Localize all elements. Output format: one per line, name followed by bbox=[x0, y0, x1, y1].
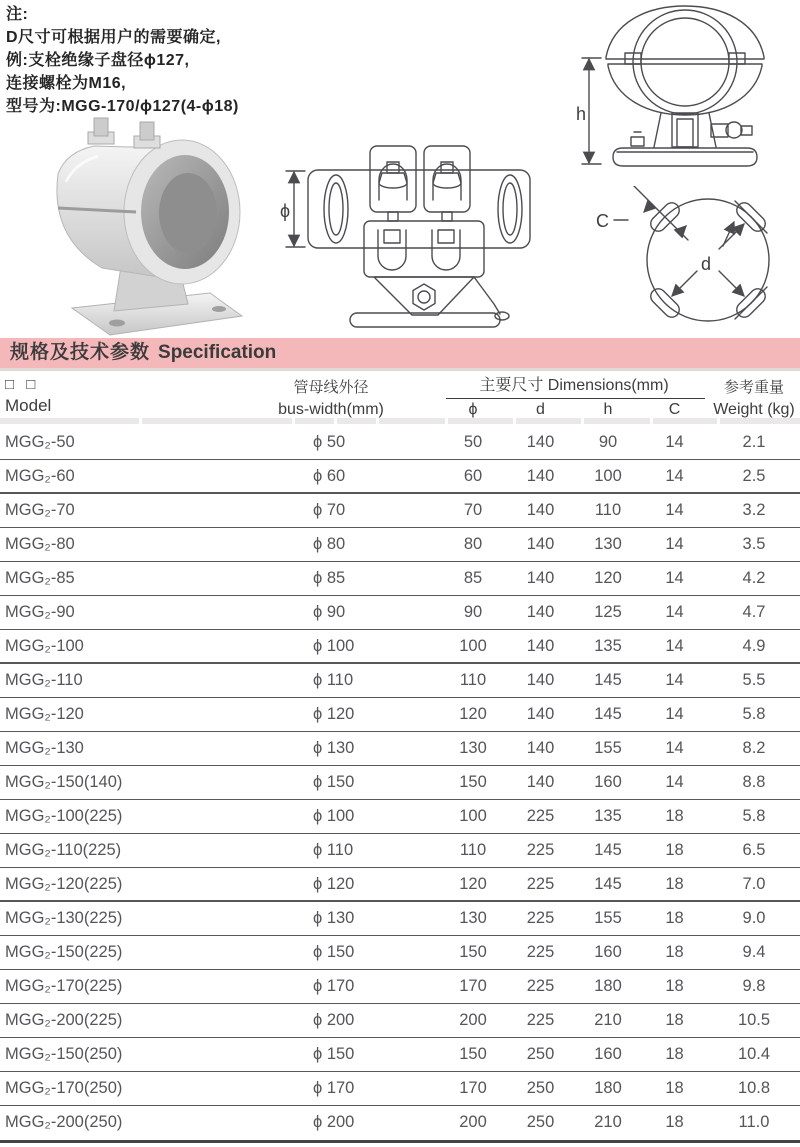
phi-cell: 130 bbox=[459, 909, 487, 927]
spec-table-body bbox=[0, 426, 800, 1143]
model-column-header bbox=[5, 376, 51, 416]
model-cell: MGG₂-120(225) bbox=[5, 875, 123, 893]
d-cell: 140 bbox=[526, 739, 555, 757]
model-cell: MGG₂-110(225) bbox=[5, 841, 122, 859]
phi-cell: 170 bbox=[459, 977, 487, 995]
d-cell: 225 bbox=[526, 977, 555, 995]
h-cell: 135 bbox=[594, 807, 622, 825]
d-cell: 225 bbox=[526, 909, 555, 927]
bus-width-cell: ϕ 50 bbox=[313, 433, 346, 451]
phi-cell: 150 bbox=[459, 943, 487, 961]
d-cell: 225 bbox=[526, 841, 555, 859]
weight-cell: 5.8 bbox=[742, 807, 766, 825]
c-cell: 18 bbox=[665, 1011, 684, 1029]
bus-width-cell: ϕ 100 bbox=[313, 807, 355, 825]
bus-width-cell: ϕ 100 bbox=[313, 637, 355, 655]
d-cell: 250 bbox=[526, 1045, 555, 1063]
model-cell: MGG₂-100(225) bbox=[5, 807, 123, 825]
d-cell: 225 bbox=[526, 807, 555, 825]
weight-cell: 9.4 bbox=[742, 943, 766, 961]
d-cell: 140 bbox=[526, 705, 555, 723]
c-cell: 14 bbox=[665, 467, 684, 485]
h-cell: 145 bbox=[594, 875, 622, 893]
d-cell: 140 bbox=[526, 535, 555, 553]
phi-cell: 130 bbox=[459, 739, 487, 757]
phi-cell: 200 bbox=[459, 1113, 487, 1131]
phi-cell: 85 bbox=[463, 569, 483, 587]
phi-cell: 100 bbox=[459, 637, 487, 655]
model-cell: MGG₂-110 bbox=[5, 671, 83, 689]
phi-cell: 50 bbox=[463, 433, 483, 451]
table-row bbox=[0, 596, 800, 630]
d-cell: 140 bbox=[526, 637, 555, 655]
weight-header-cn: 参考重量 bbox=[723, 379, 784, 396]
model-cell: MGG₂-120 bbox=[5, 705, 84, 723]
model-cell: MGG₂-130 bbox=[5, 739, 84, 757]
c-cell: 14 bbox=[665, 705, 684, 723]
phi-cell: 120 bbox=[459, 705, 487, 723]
weight-cell: 3.5 bbox=[742, 535, 766, 553]
table-row bbox=[0, 494, 800, 528]
note-line: 型号为:MGG-170/ϕ127(4-ϕ18) bbox=[6, 98, 239, 115]
model-cell: MGG₂-60 bbox=[5, 467, 75, 485]
table-row bbox=[0, 630, 800, 664]
phi-cell: 110 bbox=[459, 671, 487, 689]
table-row bbox=[0, 1038, 800, 1072]
note-line: 例:支栓绝缘子盘径ϕ127, bbox=[6, 52, 190, 69]
weight-cell: 6.5 bbox=[742, 841, 766, 859]
table-row bbox=[0, 562, 800, 596]
bus-width-cell: ϕ 130 bbox=[313, 739, 355, 757]
c-cell: 14 bbox=[665, 637, 684, 655]
h-cell: 100 bbox=[594, 467, 622, 485]
c-cell: 18 bbox=[665, 1045, 684, 1063]
table-row bbox=[0, 800, 800, 834]
weight-cell: 7.0 bbox=[742, 875, 766, 893]
h-cell: 110 bbox=[594, 501, 622, 519]
h-cell: 210 bbox=[594, 1113, 622, 1131]
bus-width-cell: ϕ 60 bbox=[313, 467, 346, 485]
h-dimension-label: h bbox=[576, 104, 587, 124]
c-cell: 18 bbox=[665, 909, 684, 927]
d-cell: 140 bbox=[526, 773, 555, 791]
side-view-drawing bbox=[573, 0, 798, 180]
c-cell: 14 bbox=[665, 501, 684, 519]
table-header-separator bbox=[0, 418, 800, 424]
weight-cell: 10.5 bbox=[737, 1011, 771, 1029]
c-cell: 14 bbox=[665, 569, 684, 587]
dimensions-group-underline bbox=[446, 398, 705, 399]
phi-cell: 60 bbox=[463, 467, 483, 485]
c-cell: 18 bbox=[665, 875, 684, 893]
table-row bbox=[0, 1106, 800, 1140]
d-cell: 140 bbox=[526, 671, 555, 689]
table-row bbox=[0, 1072, 800, 1106]
h-cell: 135 bbox=[594, 637, 622, 655]
bus-width-cell: ϕ 80 bbox=[313, 535, 346, 553]
phi-cell: 110 bbox=[459, 841, 487, 859]
model-cell: MGG₂-150(225) bbox=[5, 943, 123, 961]
table-row bbox=[0, 460, 800, 494]
note-line: 注: bbox=[6, 6, 29, 23]
notes-block bbox=[6, 3, 239, 118]
model-header-en: Model bbox=[5, 396, 52, 415]
table-row bbox=[0, 528, 800, 562]
h-cell: 125 bbox=[594, 603, 622, 621]
bus-width-column-header bbox=[250, 376, 412, 419]
c-cell: 18 bbox=[665, 841, 684, 859]
weight-cell: 8.2 bbox=[742, 739, 766, 757]
d-cell: 140 bbox=[526, 467, 555, 485]
weight-column-header bbox=[708, 376, 800, 419]
bottom-view-drawing bbox=[588, 186, 800, 334]
section-title-en: Specification bbox=[158, 342, 277, 363]
bus-width-cell: ϕ 150 bbox=[313, 773, 355, 791]
c-cell: 18 bbox=[665, 1079, 684, 1097]
c-cell: 18 bbox=[665, 943, 684, 961]
model-cell: MGG₂-150(140) bbox=[5, 773, 123, 791]
weight-cell: 4.2 bbox=[742, 569, 766, 587]
h-cell: 130 bbox=[594, 535, 622, 553]
d-cell: 225 bbox=[526, 875, 555, 893]
table-row bbox=[0, 868, 800, 902]
bus-width-cell: ϕ 150 bbox=[313, 1045, 355, 1063]
c-cell: 18 bbox=[665, 807, 684, 825]
bus-width-cell: ϕ 120 bbox=[313, 705, 355, 723]
section-banner bbox=[0, 338, 800, 371]
weight-cell: 9.0 bbox=[742, 909, 766, 927]
model-cell: MGG₂-170(250) bbox=[5, 1079, 123, 1097]
model-cell: MGG₂-90 bbox=[5, 603, 75, 621]
phi-cell: 120 bbox=[459, 875, 487, 893]
weight-cell: 3.2 bbox=[742, 501, 766, 519]
weight-header-en: Weight (kg) bbox=[713, 401, 795, 418]
table-row bbox=[0, 902, 800, 936]
note-line: D尺寸可根据用户的需要确定, bbox=[6, 29, 222, 46]
weight-cell: 9.8 bbox=[742, 977, 766, 995]
h-cell: 210 bbox=[594, 1011, 622, 1029]
weight-cell: 10.8 bbox=[737, 1079, 771, 1097]
model-header-cn: □ □ bbox=[5, 376, 40, 393]
photo-bolts bbox=[88, 118, 160, 148]
weight-cell: 2.1 bbox=[742, 433, 766, 451]
h-cell: 120 bbox=[594, 569, 622, 587]
c-column-header: C bbox=[668, 401, 681, 418]
bus-width-cell: ϕ 90 bbox=[313, 603, 346, 621]
d-cell: 140 bbox=[526, 603, 555, 621]
d-cell: 140 bbox=[526, 569, 555, 587]
d-column-header: d bbox=[536, 401, 545, 418]
weight-cell: 2.5 bbox=[742, 467, 766, 485]
h-cell: 90 bbox=[598, 433, 618, 451]
table-row bbox=[0, 426, 800, 460]
phi-cell: 90 bbox=[463, 603, 483, 621]
h-cell: 160 bbox=[594, 1045, 622, 1063]
table-header bbox=[0, 372, 800, 418]
table-row bbox=[0, 698, 800, 732]
model-cell: MGG₂-85 bbox=[5, 569, 75, 587]
bus-width-cell: ϕ 170 bbox=[313, 977, 355, 995]
h-cell: 145 bbox=[594, 705, 622, 723]
table-row bbox=[0, 664, 800, 698]
table-row bbox=[0, 732, 800, 766]
h-cell: 160 bbox=[594, 943, 622, 961]
c-cell: 18 bbox=[665, 1113, 684, 1131]
diameter-dimension-label: d bbox=[701, 254, 712, 274]
c-cell: 14 bbox=[665, 535, 684, 553]
c-cell: 14 bbox=[665, 603, 684, 621]
phi-cell: 80 bbox=[463, 535, 483, 553]
weight-cell: 5.5 bbox=[742, 671, 766, 689]
phi-column-header: ϕ bbox=[468, 401, 478, 418]
bus-width-cell: ϕ 120 bbox=[313, 875, 355, 893]
bus-width-cell: ϕ 200 bbox=[313, 1113, 355, 1131]
note-line: 连接螺栓为M16, bbox=[6, 75, 127, 92]
bus-width-cell: ϕ 70 bbox=[313, 501, 346, 519]
model-cell: MGG₂-130(225) bbox=[5, 909, 123, 927]
h-cell: 145 bbox=[594, 671, 622, 689]
d-cell: 225 bbox=[526, 1011, 555, 1029]
h-cell: 155 bbox=[594, 739, 622, 757]
product-photo bbox=[14, 112, 274, 338]
front-view-drawing bbox=[278, 138, 546, 334]
model-cell: MGG₂-200(250) bbox=[5, 1113, 123, 1131]
c-cell: 14 bbox=[665, 671, 684, 689]
c-cell: 18 bbox=[665, 977, 684, 995]
bus-width-cell: ϕ 170 bbox=[313, 1079, 355, 1097]
h-cell: 160 bbox=[594, 773, 622, 791]
model-cell: MGG₂-50 bbox=[5, 433, 75, 451]
d-cell: 250 bbox=[526, 1079, 555, 1097]
section-title-cn: 规格及技术参数 bbox=[10, 342, 151, 363]
table-row bbox=[0, 1004, 800, 1038]
d-cell: 140 bbox=[526, 501, 555, 519]
c-cell: 14 bbox=[665, 773, 684, 791]
h-cell: 180 bbox=[594, 1079, 622, 1097]
bus-width-cell: ϕ 85 bbox=[313, 569, 346, 587]
phi-cell: 150 bbox=[459, 773, 487, 791]
table-row bbox=[0, 834, 800, 868]
phi-cell: 200 bbox=[459, 1011, 487, 1029]
bus-width-header-cn: 管母线外径 bbox=[293, 379, 369, 396]
table-row bbox=[0, 766, 800, 800]
model-cell: MGG₂-170(225) bbox=[5, 977, 123, 995]
model-cell: MGG₂-200(225) bbox=[5, 1011, 123, 1029]
phi-cell: 100 bbox=[459, 807, 487, 825]
phi-cell: 170 bbox=[459, 1079, 487, 1097]
bus-width-cell: ϕ 110 bbox=[313, 841, 354, 859]
weight-cell: 4.7 bbox=[742, 603, 766, 621]
h-cell: 145 bbox=[594, 841, 622, 859]
c-cell: 14 bbox=[665, 433, 684, 451]
h-cell: 180 bbox=[594, 977, 622, 995]
dimensions-group-header bbox=[440, 372, 708, 419]
bus-width-header-en: bus-width(mm) bbox=[278, 401, 384, 418]
bus-width-cell: ϕ 200 bbox=[313, 1011, 355, 1029]
model-cell: MGG₂-150(250) bbox=[5, 1045, 123, 1063]
d-cell: 140 bbox=[526, 433, 555, 451]
slot-dimension-label: C bbox=[596, 211, 609, 231]
h-cell: 155 bbox=[594, 909, 622, 927]
table-row bbox=[0, 936, 800, 970]
d-cell: 225 bbox=[526, 943, 555, 961]
c-cell: 14 bbox=[665, 739, 684, 757]
weight-cell: 4.9 bbox=[742, 637, 766, 655]
dimensions-group-title: 主要尺寸 Dimensions(mm) bbox=[479, 377, 669, 394]
phi-cell: 70 bbox=[463, 501, 483, 519]
weight-cell: 10.4 bbox=[737, 1045, 771, 1063]
weight-cell: 11.0 bbox=[738, 1113, 770, 1131]
model-cell: MGG₂-80 bbox=[5, 535, 75, 553]
weight-cell: 8.8 bbox=[742, 773, 766, 791]
bus-width-cell: ϕ 110 bbox=[313, 671, 354, 689]
bus-width-cell: ϕ 150 bbox=[313, 943, 355, 961]
d-cell: 250 bbox=[526, 1113, 555, 1131]
h-column-header: h bbox=[603, 401, 613, 418]
model-cell: MGG₂-70 bbox=[5, 501, 75, 519]
bus-width-cell: ϕ 130 bbox=[313, 909, 355, 927]
phi-cell: 150 bbox=[459, 1045, 487, 1063]
table-row bbox=[0, 970, 800, 1004]
phi-dimension-label: ϕ bbox=[280, 201, 291, 221]
model-cell: MGG₂-100 bbox=[5, 637, 84, 655]
weight-cell: 5.8 bbox=[742, 705, 766, 723]
photo-clamp-body bbox=[57, 140, 240, 284]
